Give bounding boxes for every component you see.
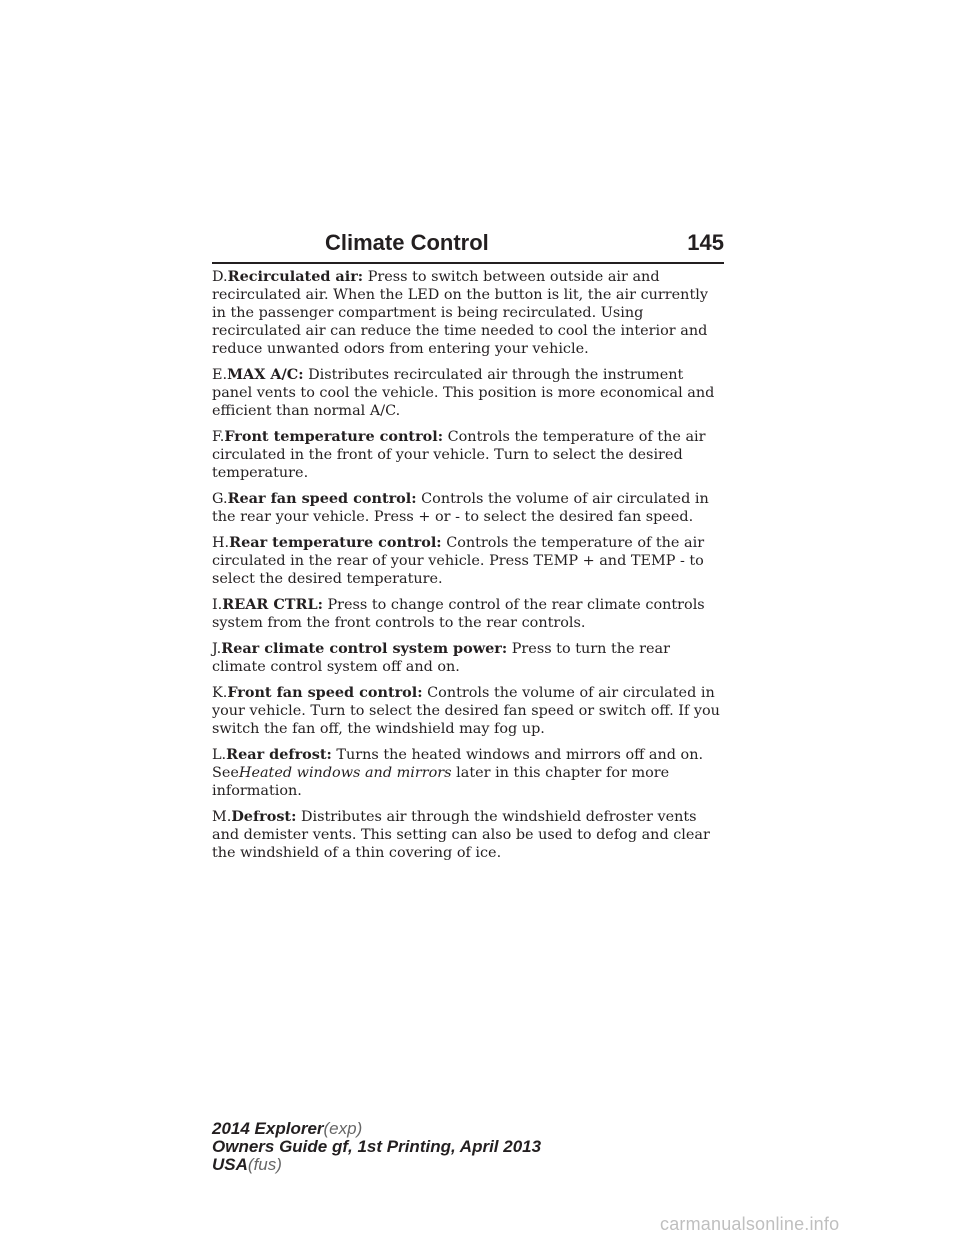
item-max-ac: [212, 366, 724, 420]
page-number: 145: [687, 230, 724, 255]
footer-model: 2014 Explorer: [212, 1119, 324, 1138]
item-text: Distributes air through the windshield defroster vents and demister vents. This setting can also be used to defog and clear the windshield of a thin covering of ice.: [212, 809, 710, 861]
item-term: Recirculated air:: [227, 268, 364, 285]
item-text: Controls the temperature of the air circulated in the rear of your vehicle. Press TEMP + and TEMP - to select the desired temperature.: [212, 535, 705, 587]
item-letter: E.: [212, 367, 228, 383]
item-letter: M.: [212, 809, 232, 825]
watermark: carmanualsonline.info: [660, 1214, 840, 1234]
item-term: MAX A/C:: [227, 366, 304, 383]
item-text: Press to switch between outside air and recirculated air. When the LED on the button is lit, the air currently in the passenger compartment is being recirculated. Using recirculated air can reduce the time needed to cool the interior and reduce unwanted odors from entering your vehicle.: [212, 269, 708, 357]
item-text: Press to turn the rear climate control system off and on.: [212, 641, 670, 675]
page-header: [212, 228, 724, 264]
item-term: Front temperature control:: [224, 428, 444, 445]
item-rear-ctrl: [212, 596, 724, 632]
item-rear-climate-power: [212, 640, 724, 676]
item-term: Rear fan speed control:: [227, 490, 417, 507]
document-footer: [212, 1120, 732, 1174]
item-term: Defrost:: [231, 808, 297, 825]
item-defrost: [212, 808, 724, 862]
item-rear-defrost: [212, 746, 724, 800]
item-rear-fan-speed-control: [212, 490, 724, 526]
footer-line-region: [212, 1156, 732, 1174]
item-term: Front fan speed control:: [227, 684, 423, 701]
item-front-fan-speed-control: [212, 684, 724, 738]
item-text: Distributes recirculated air through the instrument panel vents to cool the vehicle. This position is more economical and efficient than normal A/C.: [212, 367, 715, 419]
item-recirculated-air: [212, 268, 724, 358]
item-term: Rear climate control system power:: [221, 640, 508, 657]
header-rule: [212, 262, 724, 264]
item-term: Rear defrost:: [226, 746, 332, 763]
item-letter: L.: [212, 747, 227, 763]
item-letter: F.: [212, 429, 225, 445]
item-text: Controls the volume of air circulated in the rear your vehicle. Press + or - to select the desired fan speed.: [212, 491, 709, 525]
page-title: Climate Control: [325, 230, 489, 255]
item-letter: J.: [212, 641, 222, 657]
footer-region-code: (fus): [247, 1155, 282, 1174]
page-content: [212, 268, 724, 870]
item-rear-temperature-control: [212, 534, 724, 588]
footer-model-code: (exp): [323, 1119, 363, 1138]
item-front-temperature-control: [212, 428, 724, 482]
see-suffix: later in this chapter for more information.: [212, 765, 670, 799]
footer-line-model: [212, 1120, 732, 1138]
item-letter: G.: [212, 491, 228, 507]
item-letter: H.: [212, 535, 230, 551]
see-prefix: See: [212, 765, 239, 781]
footer-region: USA: [212, 1155, 248, 1174]
footer-printing: Owners Guide gf, 1st Printing, April 2013: [212, 1137, 542, 1156]
item-letter: K.: [212, 685, 228, 701]
see-reference-link[interactable]: Heated windows and mirrors: [238, 765, 452, 781]
item-text: Controls the temperature of the air circulated in the front of your vehicle. Turn to select the desired temperature.: [212, 429, 706, 481]
item-text: Controls the volume of air circulated in your vehicle. Turn to select the desired fan speed or switch off. If you switch the fan off, the windshield may fog up.: [212, 685, 720, 737]
item-text: Turns the heated windows and mirrors off and on.: [336, 747, 704, 763]
item-letter: D.: [212, 269, 228, 285]
item-text: Press to change control of the rear climate controls system from the front controls to the rear controls.: [212, 597, 705, 631]
item-term: REAR CTRL:: [222, 596, 323, 613]
item-term: Rear temperature control:: [229, 534, 442, 551]
item-letter: I.: [212, 597, 223, 613]
